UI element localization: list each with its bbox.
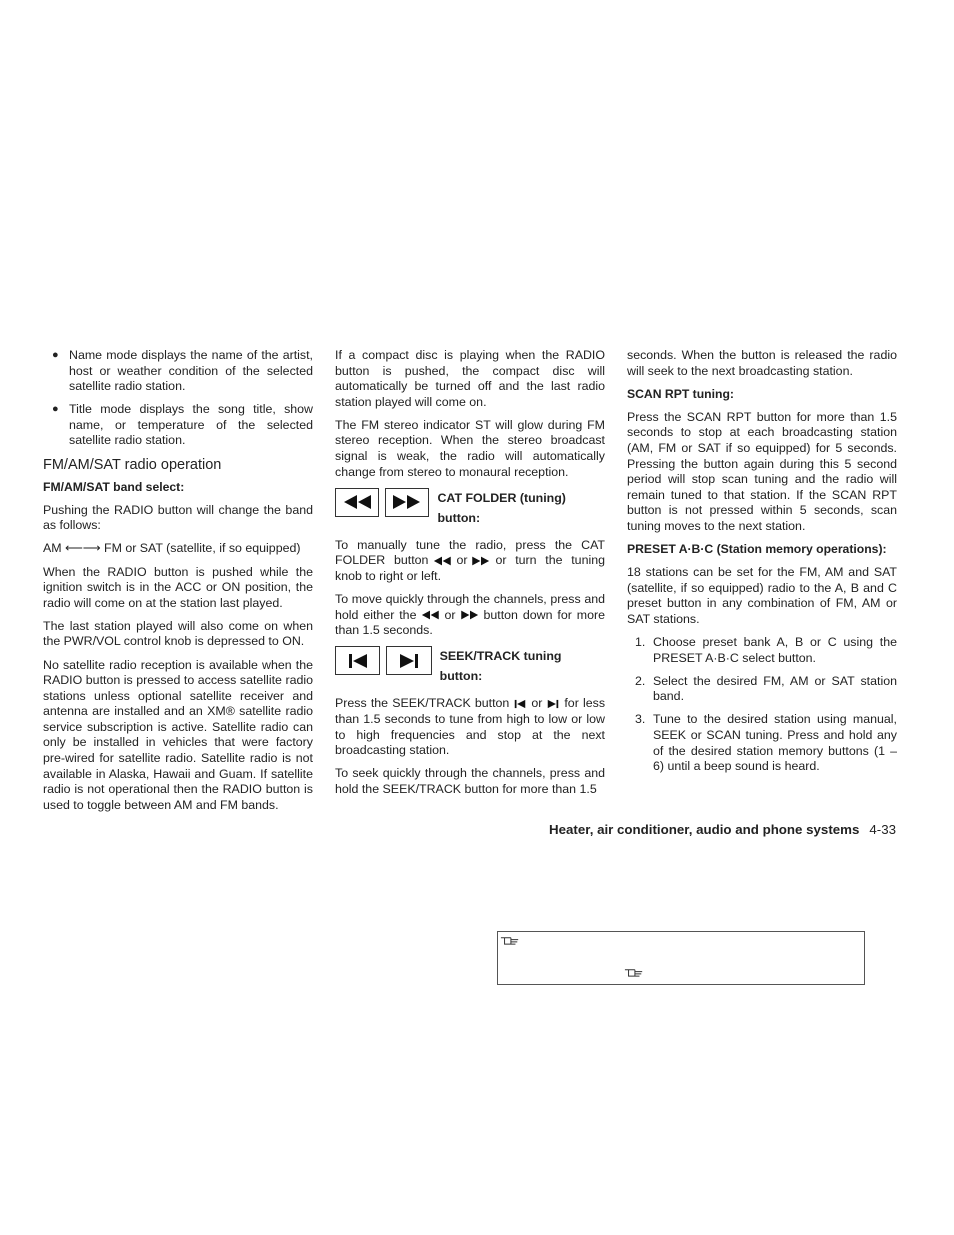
fast-forward-button-illustration [385, 488, 429, 517]
paragraph: Press the SCAN RPT button for more than 1.5 seconds to stop at each broadcasting station (AM, FM or SAT if so equipped) for 5 seconds. Pressing the button again during this 5 second period will stop scan tuning and the radio will remain tuned to that station. If the SCAN RPT button is not pressed within 5 seconds, scan tuning moves to the next station. [627, 409, 897, 533]
seek-track-buttons [335, 646, 605, 686]
column-2 [335, 348, 605, 805]
list-item: 3. Tune to the desired station using manual, SEEK or SCAN tuning. Press and hold any of the desired station memory buttons (1 – 6) until a beep sound is heard. [635, 712, 897, 774]
scan-rpt-heading: SCAN RPT tuning: [627, 386, 734, 401]
section-title: FM/AM/SAT radio operation [43, 457, 222, 474]
footer-section-title: Heater, air conditioner, audio and phone systems [549, 822, 860, 837]
paragraph: The FM stereo indicator ST will glow during FM stereo reception. When the stereo broadcast signal is weak, the radio will automatically change from stereo to monaural reception. [335, 417, 605, 479]
paragraph: The last station played will also come on when the PWR/VOL control knob is depressed to ON. [43, 618, 313, 649]
list-item: ● Name mode displays the name of the artist, host or weather condition of the selected satellite radio station. [52, 348, 313, 394]
paragraph: seconds. When the button is released the radio will seek to the next broadcasting station. [627, 348, 897, 378]
column-1 [43, 348, 313, 821]
rewind-icon [432, 556, 452, 566]
rewind-icon [420, 610, 440, 620]
skip-back-icon [513, 699, 527, 709]
cat-folder-buttons [335, 488, 605, 528]
paragraph: Press the SEEK/TRACK button or for less than 1.5 seconds to tune from high to low or low to high frequencies and stop at the next broadcasting station. [335, 696, 606, 758]
page-footer [549, 822, 896, 837]
seek-track-label: SEEK/TRACK tuning button: [439, 649, 562, 684]
fast-forward-icon [471, 556, 491, 566]
reference-box [497, 931, 865, 985]
skip-back-icon [346, 653, 370, 669]
skip-forward-icon [546, 699, 560, 709]
list-item: 2. Select the desired FM, AM or SAT station band. [635, 673, 897, 704]
paragraph: When the RADIO button is pushed while the ignition switch is in the ACC or ON position, the radio will come on at the station last played. [43, 564, 313, 610]
column-3 [627, 348, 897, 782]
paragraph: To manually tune the radio, press the CAT FOLDER button or or turn the tuning knob to right or left. [335, 537, 605, 583]
paragraph: To seek quickly through the channels, press and hold the SEEK/TRACK button for more than 1.5 [335, 766, 605, 796]
skip-forward-icon [397, 653, 421, 669]
paragraph: Pushing the RADIO button will change the band as follows: [43, 502, 313, 533]
band-select-heading: FM/AM/SAT band select: [43, 479, 185, 494]
band-sequence: AM ⟵⟶ FM or SAT (satellite, if so equipped) [43, 541, 301, 556]
skip-forward-button-illustration [386, 646, 431, 675]
rewind-button-illustration [335, 488, 379, 517]
skip-back-button-illustration [335, 646, 380, 675]
rewind-icon [341, 494, 373, 510]
list-item: ● Title mode displays the song title, show name, or temperature of the selected satellite radio station. [52, 402, 313, 448]
paragraph: 18 stations can be set for the FM, AM and SAT (satellite, if so equipped) radio to the A, B and C preset button in any combination of FM, AM or SAT stations. [627, 565, 897, 626]
paragraph: If a compact disc is playing when the RADIO button is pushed, the compact disc will automatically be turned off and the last radio station played will come on. [335, 348, 605, 409]
bullet-icon: ● [52, 403, 59, 416]
pointing-hand-icon [500, 934, 520, 947]
paragraph: To move quickly through the channels, press and hold either the or button down for more than 1.5 seconds. [335, 592, 605, 638]
preset-steps [627, 635, 897, 775]
list-item: 1. Choose preset bank A, B or C using the PRESET A·B·C select button. [635, 635, 897, 665]
cat-folder-label: CAT FOLDER (tuning) button: [437, 490, 566, 525]
paragraph: No satellite radio reception is available when the RADIO button is pressed to access satellite radio stations unless optional satellite receiver and antenna are installed and an XM® satellite radio service subscription is active. Satellite radio can only be installed in vehicles that were factory pre-wired for satellite radio. Satellite radio is not available in Alaska, Hawaii and Guam. If satellite radio is not operational then the RADIO button is used to toggle between AM and FM bands. [43, 657, 313, 812]
page-number: 4-33 [869, 822, 896, 837]
preset-heading: PRESET A·B·C (Station memory operations): [627, 542, 887, 557]
bullet-icon: ● [52, 349, 59, 361]
pointing-hand-icon [624, 966, 644, 979]
fast-forward-icon [391, 494, 423, 510]
fast-forward-icon [460, 610, 480, 620]
